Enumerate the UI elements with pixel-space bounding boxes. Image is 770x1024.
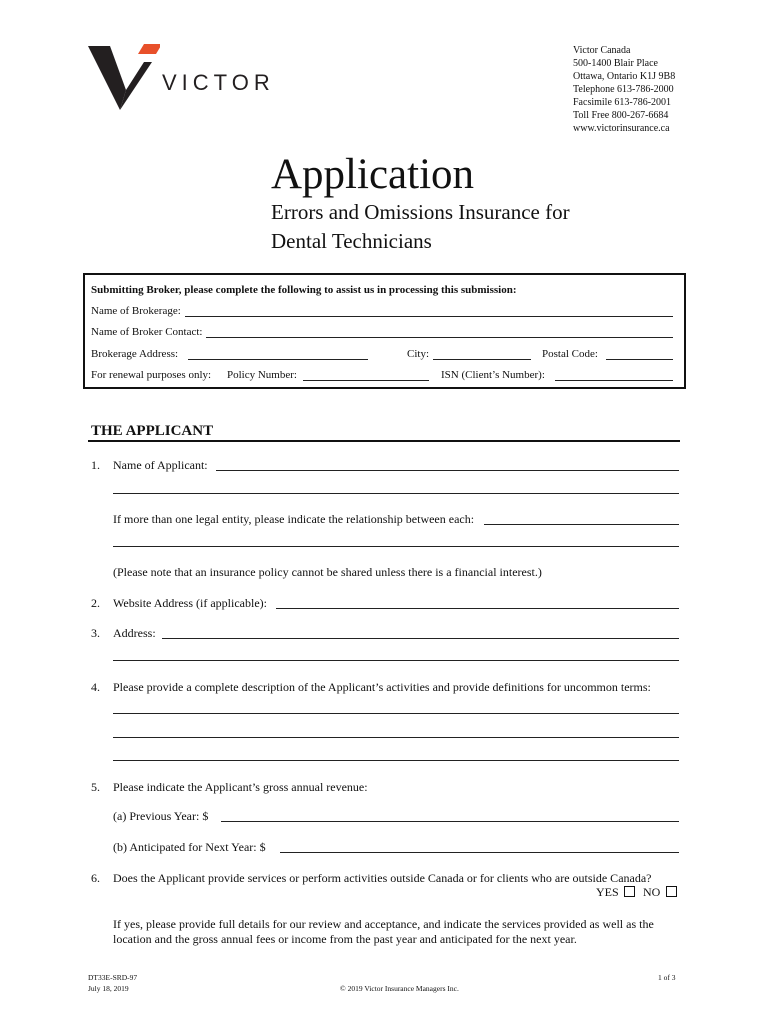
q6-label: Does the Applicant provide services or perform activities outside Canada or for clients who are outside Canada? (113, 871, 652, 885)
previous-year-revenue-field[interactable] (221, 821, 679, 822)
q6-number: 6. (91, 871, 100, 885)
isn-label: ISN (Client’s Number): (441, 369, 545, 381)
next-year-revenue-field[interactable] (280, 852, 679, 853)
policy-number-field[interactable] (303, 380, 429, 381)
victor-logo (88, 44, 278, 116)
address-field-2[interactable] (113, 660, 679, 661)
address-field[interactable] (162, 638, 679, 639)
relationship-field-2[interactable] (113, 546, 679, 547)
brokerage-address-field[interactable] (188, 359, 368, 360)
contact-facsimile: Facsimile 613-786-2001 (573, 97, 672, 108)
q1-label: Name of Applicant: (113, 458, 208, 472)
logo-wordmark: VICTOR (162, 70, 275, 95)
broker-contact-label: Name of Broker Contact: (91, 326, 203, 338)
activities-field-2[interactable] (113, 737, 679, 738)
applicant-name-field[interactable] (216, 470, 679, 471)
q5b-label: (b) Anticipated for Next Year: $ (113, 840, 266, 854)
contact-toll-free: Toll Free 800-267-6684 (573, 110, 669, 121)
q6-details-line-2: location and the gross annual fees or income from the past year and anticipated for the next year. (113, 932, 577, 946)
q1-relationship-label: If more than one legal entity, please indicate the relationship between each: (113, 512, 475, 526)
contact-city: Ottawa, Ontario K1J 9B8 (573, 71, 676, 82)
q5-number: 5. (91, 780, 100, 794)
section-heading-applicant: THE APPLICANT (91, 423, 214, 439)
page-number: 1 of 3 (658, 973, 676, 982)
no-label: NO (643, 885, 661, 899)
form-date: July 18, 2019 (88, 984, 129, 993)
q1-number: 1. (91, 458, 100, 472)
subtitle-line-2: Dental Technicians (271, 229, 432, 253)
broker-heading: Submitting Broker, please complete the following to assist us in processing this submission: (91, 284, 517, 296)
brokerage-address-label: Brokerage Address: (91, 348, 179, 360)
victor-logo-mark-icon (88, 44, 160, 114)
isn-field[interactable] (555, 380, 673, 381)
brokerage-name-field[interactable] (185, 316, 673, 317)
renewal-label: For renewal purposes only: (91, 369, 212, 381)
q5-label: Please indicate the Applicant’s gross annual revenue: (113, 780, 368, 794)
activities-field-3[interactable] (113, 760, 679, 761)
q3-number: 3. (91, 626, 100, 640)
contact-website: www.victorinsurance.ca (573, 123, 670, 134)
postal-code-field[interactable] (606, 359, 673, 360)
q4-number: 4. (91, 680, 100, 694)
city-field[interactable] (433, 359, 531, 360)
broker-contact-field[interactable] (206, 337, 673, 338)
form-code: DT33E-SRD-97 (88, 973, 138, 982)
policy-number-label: Policy Number: (227, 369, 297, 381)
postal-code-label: Postal Code: (542, 348, 598, 360)
yes-checkbox[interactable] (624, 886, 635, 897)
q4-label: Please provide a complete description of the Applicant’s activities and provide definitions for uncommon terms: (113, 680, 651, 694)
contact-telephone: Telephone 613-786-2000 (573, 84, 674, 95)
company-contact-block (573, 44, 675, 135)
no-checkbox[interactable] (666, 886, 677, 897)
contact-street: 500-1400 Blair Place (573, 58, 658, 69)
yes-label: YES (596, 885, 619, 899)
copyright: © 2019 Victor Insurance Managers Inc. (340, 984, 459, 993)
city-label: City: (407, 348, 430, 360)
contact-company: Victor Canada (573, 45, 631, 56)
applicant-name-field-2[interactable] (113, 493, 679, 494)
section-rule (88, 440, 680, 442)
page-title: Application (271, 151, 475, 198)
subtitle-line-1: Errors and Omissions Insurance for (271, 200, 570, 224)
q3-label: Address: (113, 626, 156, 640)
activities-field-1[interactable] (113, 713, 679, 714)
relationship-field[interactable] (484, 524, 679, 525)
page-subtitle (271, 198, 570, 256)
q6-details-line-1: If yes, please provide full details for our review and acceptance, and indicate the services provided as well as the (113, 917, 654, 931)
q2-number: 2. (91, 596, 100, 610)
q5a-label: (a) Previous Year: $ (113, 809, 209, 823)
website-field[interactable] (276, 608, 679, 609)
brokerage-name-label: Name of Brokerage: (91, 305, 181, 317)
q1-note: (Please note that an insurance policy cannot be shared unless there is a financial interest.) (113, 565, 542, 579)
q2-label: Website Address (if applicable): (113, 596, 267, 610)
